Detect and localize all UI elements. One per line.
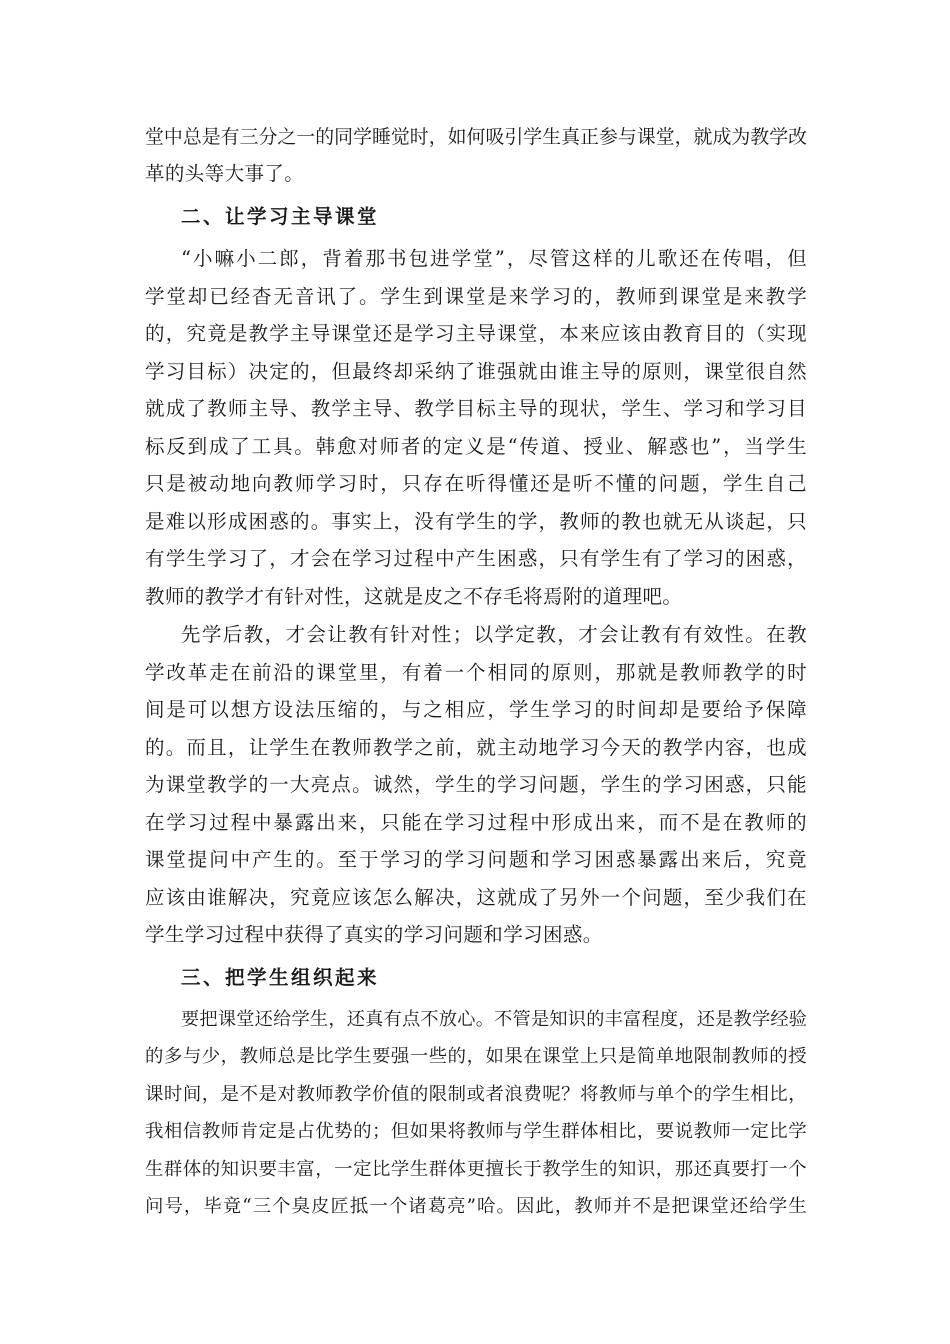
paragraph-line: 有学生学习了，才会在学习过程中产生困惑，只有学生有了学习的困惑， (145, 547, 807, 570)
paragraph-line: 要把课堂还给学生，还真有点不放心。不管是知识的丰富程度，还是教学经验 (181, 1009, 807, 1030)
section-heading: 二、让学习主导课堂 (181, 205, 380, 228)
paragraph-line: 生群体的知识要丰富，一定比学生群体更擅长于教学生的知识，那还真要打一个 (145, 1159, 807, 1180)
paragraph-line: 应该由谁解决，究竟应该怎么解决，这就成了另外一个问题，至少我们在 (145, 886, 807, 909)
paragraph-line: 先学后教，才会让教有针对性；以学定教，才会让教有有效性。在教 (181, 623, 807, 646)
paragraph-line: 标反到成了工具。韩愈对师者的定义是“传道、授业、解惑也”，当学生 (145, 435, 807, 458)
paragraph-line: 课时间，是不是对教师教学价值的限制或者浪费呢？将教师与单个的学生相比， (145, 1084, 807, 1105)
paragraph-line: 间是可以想方设法压缩的，与之相应，学生学习的时间却是要给予保障 (145, 698, 807, 721)
paragraph-line: 教师的教学才有针对性，这就是皮之不存毛将焉附的道理吧。 (145, 585, 683, 608)
paragraph-line: 课堂提问中产生的。至于学习的学习问题和学习困惑暴露出来后，究竟 (145, 848, 807, 871)
paragraph-line: 堂中总是有三分之一的同学睡觉时，如何吸引学生真正参与课堂，就成为教学改 (145, 126, 807, 148)
paragraph-line: 问号，毕竟“三个臭皮匠抵一个诸葛亮”哈。因此，教师并不是把课堂还给学生 (145, 1196, 807, 1217)
paragraph-line: 为课堂教学的一大亮点。诚然，学生的学习问题，学生的学习困惑，只能 (145, 773, 807, 796)
paragraph-line: 只是被动地向教师学习时，只存在听得懂还是听不懂的问题，学生自己 (145, 472, 807, 495)
paragraph-line: 我相信教师肯定是占优势的；但如果将教师与学生群体相比，要说教师一定比学 (145, 1121, 807, 1142)
paragraph-line: “小嘛小二郎，背着那书包进学堂”，尽管这样的儿歌还在传唱，但 (181, 247, 807, 270)
paragraph-line: 学改革走在前沿的课堂里，有着一个相同的原则，那就是教师教学的时 (145, 661, 807, 684)
section-heading: 三、把学生组织起来 (181, 966, 380, 989)
paragraph-line: 学生学习过程中获得了真实的学习问题和学习困惑。 (145, 923, 603, 946)
paragraph-line: 的多与少，教师总是比学生要强一些的，如果在课堂上只是简单地限制教师的授 (145, 1046, 807, 1067)
paragraph-line: 在学习过程中暴露出来，只能在学习过程中形成出来，而不是在教师的 (145, 811, 807, 834)
paragraph-line: 学堂却已经杳无音讯了。学生到课堂是来学习的，教师到课堂是来教学 (145, 285, 807, 308)
paragraph-line: 革的头等大事了。 (145, 162, 305, 185)
paragraph-line: 就成了教师主导、教学主导、教学目标主导的现状，学生、学习和学习目 (145, 397, 807, 420)
paragraph-line: 的，究竟是教学主导课堂还是学习主导课堂，本来应该由教育目的（实现 (145, 322, 807, 345)
paragraph-line: 的。而且，让学生在教师教学之前，就主动地学习今天的教学内容，也成 (145, 736, 807, 759)
paragraph-line: 学习目标）决定的，但最终却采纳了谁强就由谁主导的原则，课堂很自然 (145, 360, 807, 383)
paragraph-line: 是难以形成困惑的。事实上，没有学生的学，教师的教也就无从谈起，只 (145, 510, 807, 533)
